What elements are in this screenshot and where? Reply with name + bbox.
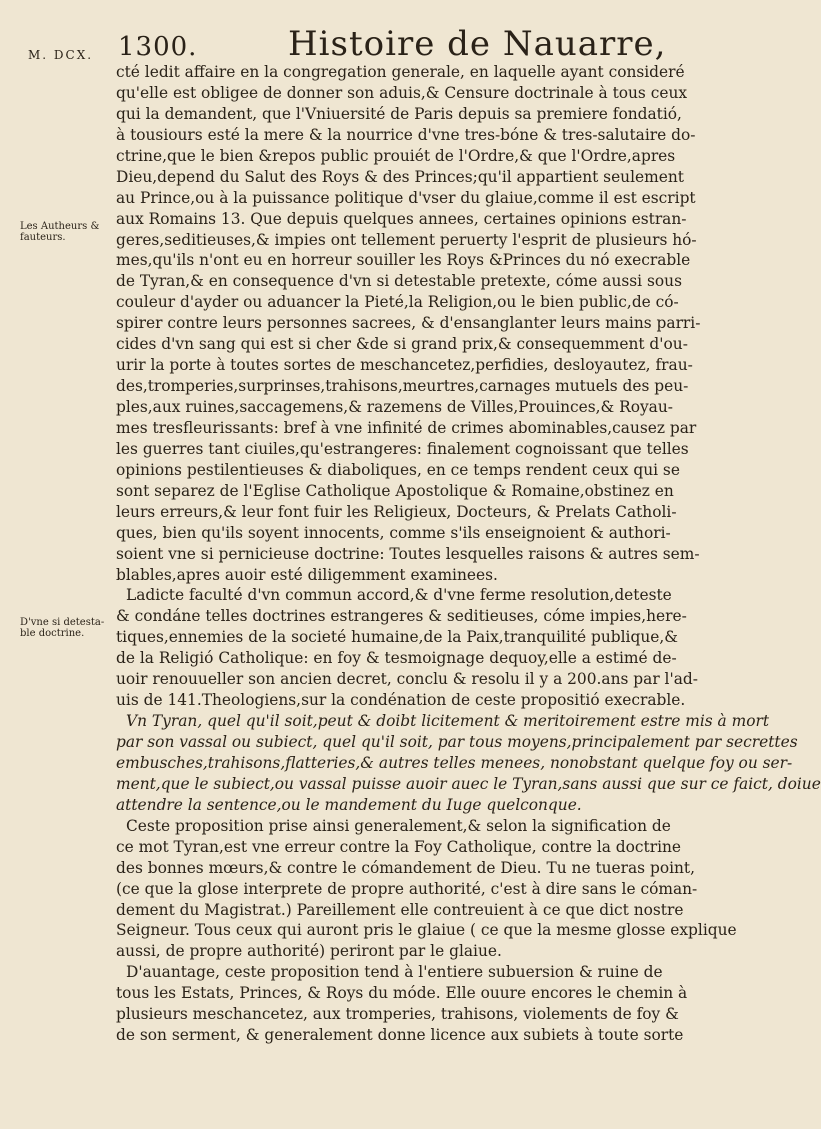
text-line: des,tromperies,surprinses,trahisons,meurtres,carnages mutuels des peu- [116, 377, 689, 396]
text-line: qui la demandent, que l'Vniuersité de Paris depuis sa premiere fondatió, [116, 104, 682, 123]
text-line: leurs erreurs,& leur font fuir les Religieux, Docteurs, & Prelats Catholi- [116, 502, 677, 521]
text-line: (ce que la glose interprete de propre authorité, c'est à dire sans le cóman- [116, 879, 698, 898]
text-line: cides d'vn sang qui est si cher &de si grand prix,& consequemment d'ou- [116, 335, 688, 354]
text-line: geres,seditieuses,& impies ont tellement peruerty l'esprit de plusieurs hó- [116, 230, 697, 249]
text-line: soient vne si pernicieuse doctrine: Toutes lesquelles raisons & autres sem- [116, 544, 700, 563]
text-line: Dieu,depend du Salut des Roys & des Princes;qu'il appartient seulement [116, 167, 684, 186]
text-line: qu'elle est obligee de donner son aduis,& Censure doctrinale à tous ceux [116, 83, 688, 102]
text-line: de son serment, & generalement donne licence aux subiets à toute sorte [116, 1026, 684, 1045]
text-line: aux Romains 13. Que depuis quelques annees, certaines opinions estran- [116, 209, 687, 228]
text-line: les guerres tant ciuiles,qu'estrangeres: finalement cognoissant que telles [116, 439, 689, 458]
year-marker: M. DCX. [28, 48, 94, 62]
text-line: plusieurs meschancetez, aux tromperies, trahisons, violements de foy & [116, 1005, 679, 1024]
text-line: sont separez de l'Eglise Catholique Apostolique & Romaine,obstinez en [116, 481, 674, 500]
text-line: Ceste proposition prise ainsi generalement,& selon la signification de [126, 816, 671, 835]
quoted-proposition-line: ment,que le subiect,ou vassal puisse auoir auec le Tyran,sans aussi que sur ce faict, doiue [116, 774, 821, 793]
text-line: blables,apres auoir esté diligemment examinees. [116, 565, 498, 584]
quoted-proposition-line: par son vassal ou subiect, quel qu'il soit, par tous moyens,principalement par secrettes [116, 733, 798, 751]
text-line: des bonnes mœurs,& contre le cómandement de Dieu. Tu ne tueras point, [116, 858, 695, 877]
running-title: Histoire de Nauarre, [288, 24, 667, 64]
text-line: mes,qu'ils n'ont eu en horreur souiller les Roys &Princes du nó execrable [116, 251, 691, 270]
margin-note-authors: Les Autheurs & fauteurs. [20, 221, 100, 243]
text-line: dement du Magistrat.) Pareillement elle contreuient à ce que dict nostre [116, 900, 684, 919]
quoted-proposition-line: embusches,trahisons,flatteries,& autres telles menees, nonobstant quelque foy ou ser- [116, 753, 793, 772]
text-line: urir la porte à toutes sortes de meschancetez,perfidies, desloyautez, frau- [116, 356, 693, 375]
text-line: tous les Estats, Princes, & Roys du móde. Elle ouure encores le chemin à [116, 984, 688, 1003]
text-line: ples,aux ruines,saccagemens,& razemens de Villes,Prouinces,& Royau- [116, 398, 673, 416]
text-line: uoir renouueller son ancien decret, conclu & resolu il y a 200.ans par l'ad- [116, 670, 698, 689]
text-line: au Prince,ou à la puissance politique d'vser du glaiue,comme il est escript [116, 188, 696, 207]
text-line: Ladicte faculté d'vn commun accord,& d'vne ferme resolution,deteste [126, 586, 672, 605]
text-line: ce mot Tyran,est vne erreur contre la Foy Catholique, contre la doctrine [116, 837, 682, 856]
text-line: ques, bien qu'ils soyent innocents, comme s'ils enseignoient & authori- [116, 523, 671, 542]
page-header [0, 22, 700, 62]
text-line: de la Religió Catholique: en foy & tesmoignage dequoy,elle a estimé de- [116, 649, 677, 668]
text-line: à tousiours esté la mere & la nourrice d'vne tres-bóne & tres-salutaire do- [116, 125, 696, 144]
text-line: mes tresfleurissants: bref à vne infinité de crimes abominables,causez par [116, 418, 697, 437]
body-text [116, 62, 821, 1046]
quoted-proposition-line: Vn Tyran, quel qu'il soit,peut & doibt licitement & meritoirement estre mis à mort [126, 712, 770, 731]
text-line: Seigneur. Tous ceux qui auront pris le glaiue ( ce que la mesme glosse explique [116, 921, 737, 940]
text-line: & condáne telles doctrines estrangeres & seditieuses, cóme impies,here- [116, 607, 687, 626]
text-line: ctrine,que le bien &repos public prouiét de l'Ordre,& que l'Ordre,apres [116, 146, 676, 165]
text-line: de Tyran,& en consequence d'vn si detestable pretexte, cóme aussi sous [116, 272, 682, 291]
quoted-proposition-line: attendre la sentence,ou le mandement du Iuge quelconque. [116, 795, 582, 814]
text-line: uis de 141.Theologiens,sur la condénation de ceste propositió execrable. [116, 691, 686, 710]
margin-note-doctrine: D'vne si detesta-ble doctrine. [20, 617, 105, 639]
text-line: spirer contre leurs personnes sacrees, & d'ensanglanter leurs mains parri- [116, 314, 701, 333]
page-number: 1300. [118, 32, 198, 62]
text-line: couleur d'ayder ou aduancer la Pieté,la Religion,ou le bien public,de có- [116, 293, 679, 312]
text-line: opinions pestilentieuses & diaboliques, en ce temps rendent ceux qui se [116, 460, 680, 479]
text-line: aussi, de propre authorité) periront par le glaiue. [116, 942, 502, 961]
text-line: D'auantage, ceste proposition tend à l'entiere subuersion & ruine de [126, 963, 663, 982]
text-line: cté ledit affaire en la congregation generale, en laquelle ayant consideré [116, 63, 685, 81]
text-line: tiques,ennemies de la societé humaine,de la Paix,tranquilité publique,& [116, 628, 678, 647]
